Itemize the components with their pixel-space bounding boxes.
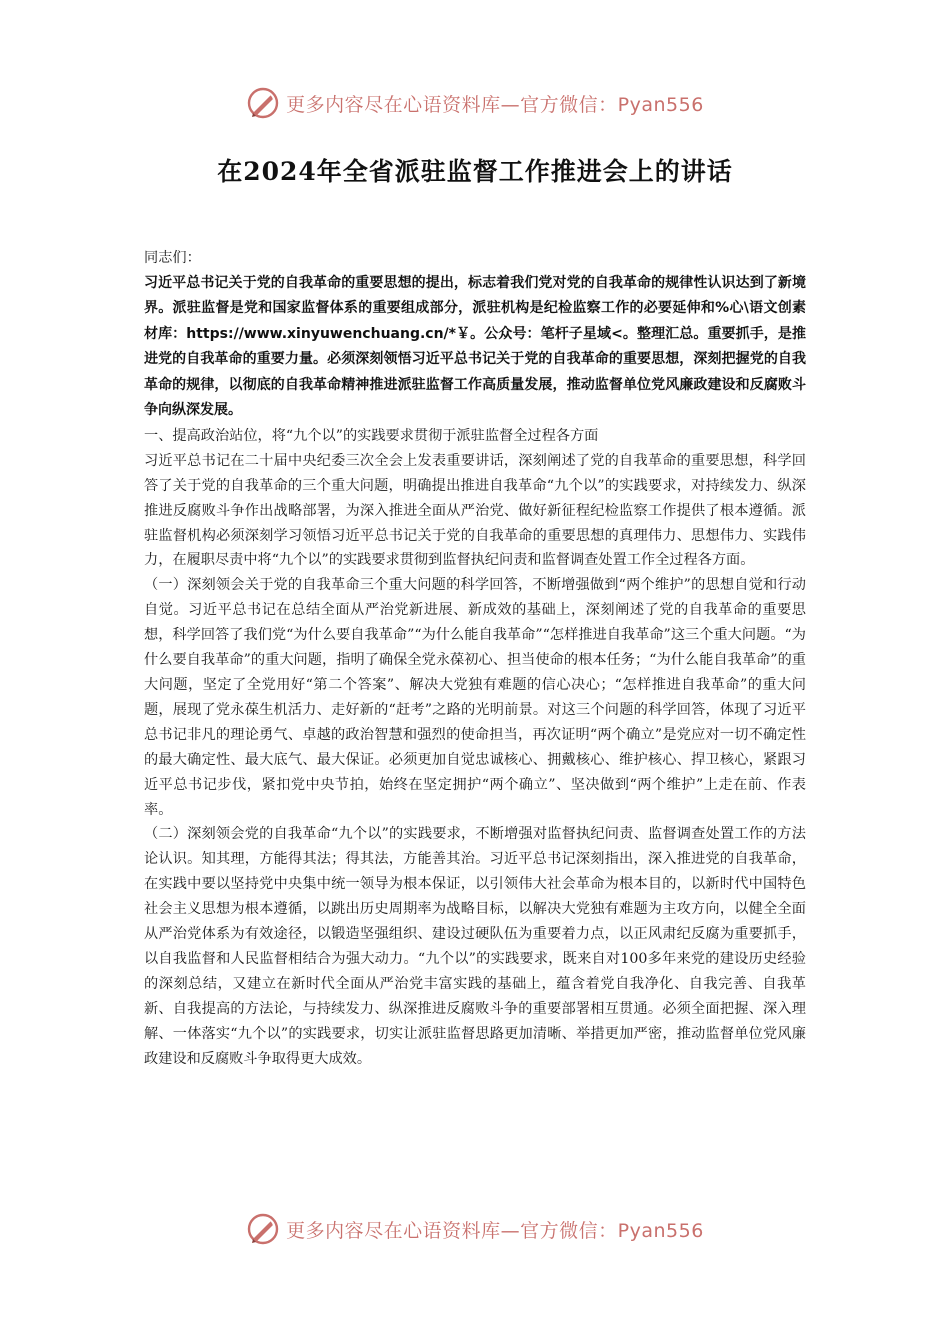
pen-logo-icon: [246, 1212, 280, 1246]
watermark-footer: [0, 1212, 950, 1246]
document-body: [144, 246, 806, 1071]
watermark-text: 更多内容尽在心语资料库—官方微信：Pyan556: [286, 93, 704, 116]
section-heading-1: 一、提高政治站位，将“九个以”的实践要求贯彻于派驻监督全过程各方面: [144, 427, 599, 444]
watermark-header: [0, 86, 950, 120]
watermark-text: 更多内容尽在心语资料库—官方微信：Pyan556: [286, 1219, 704, 1242]
document-title: 在2024年全省派驻监督工作推进会上的讲话: [217, 157, 733, 186]
body-paragraph-3: （二）深刻领会党的自我革命“九个以”的实践要求，不断增强对监督执纪问责、监督调查处置工作的方法论认识。知其理，方能得其法；得其法，方能善其治。习近平总书记深刻指出，深入推进党的自我革命，在实践中要以坚持党中央集中统一领导为根本保证，以引领伟大社会革命为根本目的，以新时代中国特色社会主义思想为根本遵循，以跳出历史周期率为战略目标，以解决大党独有难题为主攻方向，以健全全面从严治党体系为有效途径，以锻造坚强组织、建设过硬队伍为重要着力点，以正风肃纪反腐为重要抓手，以自我监督和人民监督相结合为强大动力。“九个以”的实践要求，既来自对100多年来党的建设历史经验的深刻总结，又建立在新时代全面从严治党丰富实践的基础上，蕴含着党自我净化、自我完善、自我革新、自我提高的方法论，与持续发力、纵深推进反腐败斗争的重要部署相互贯通。必须全面把握、深入理解、一体落实“九个以”的实践要求，切实让派驻监督思路更加清晰、举措更加严密，推动监督单位党风廉政建设和反腐败斗争取得更大成效。: [144, 826, 806, 1067]
intro-paragraph: 习近平总书记关于党的自我革命的重要思想的提出，标志着我们党对党的自我革命的规律性认识达到了新境界。派驻监督是党和国家监督体系的重要组成部分，派驻机构是纪检监察工作的必要延伸和%心\语文创素材库：https://www.xinyuwenchuang.cn/*￥。公众号：笔杆子星域<。整理汇总。重要抓手，是推进党的自我革命的重要力量。必须深刻领悟习近平总书记关于党的自我革命的重要思想，深刻把握党的自我革命的规律，以彻底的自我革命精神推进派驻监督工作高质量发展，推动监督单位党风廉政建设和反腐败斗争向纵深发展。: [144, 274, 806, 419]
salutation: 同志们：: [144, 250, 201, 266]
body-paragraph-1: 习近平总书记在二十届中央纪委三次全会上发表重要讲话，深刻阐述了党的自我革命的重要思想，科学回答了关于党的自我革命的三个重大问题，明确提出推进自我革命“九个以”的实践要求，对持续发力、纵深推进反腐败斗争作出战略部署，为深入推进全面从严治党、做好新征程纪检监察工作提供了根本遵循。派驻监督机构必须深刻学习领悟习近平总书记关于党的自我革命的重要思想的真理伟力、思想伟力、实践伟力，在履职尽责中将“九个以”的实践要求贯彻到监督执纪问责和监督调查处置工作全过程各方面。: [144, 452, 806, 569]
pen-logo-icon: [246, 86, 280, 120]
body-paragraph-2: （一）深刻领会关于党的自我革命三个重大问题的科学回答，不断增强做到“两个维护”的思想自觉和行动自觉。习近平总书记在总结全面从严治党新进展、新成效的基础上，深刻阐述了党的自我革命的重要思想，科学回答了我们党“为什么要自我革命”“为什么能自我革命”“怎样推进自我革命”这三个重大问题。“为什么要自我革命”的重大问题，指明了确保全党永葆初心、担当使命的根本任务；“为什么能自我革命”的重大问题，坚定了全党用好“第二个答案”、解决大党独有难题的信心决心；“怎样推进自我革命”的重大问题，展现了党永葆生机活力、走好新的“赶考”之路的光明前景。对这三个问题的科学回答，体现了习近平总书记非凡的理论勇气、卓越的政治智慧和强烈的使命担当，再次证明“两个确立”是党应对一切不确定性的最大确定性、最大底气、最大保证。必须更加自觉忠诚核心、拥戴核心、维护核心、捍卫核心，紧跟习近平总书记步伐，紧扣党中央节拍，始终在坚定拥护“两个确立”、坚决做到“两个维护”上走在前、作表率。: [144, 577, 806, 818]
